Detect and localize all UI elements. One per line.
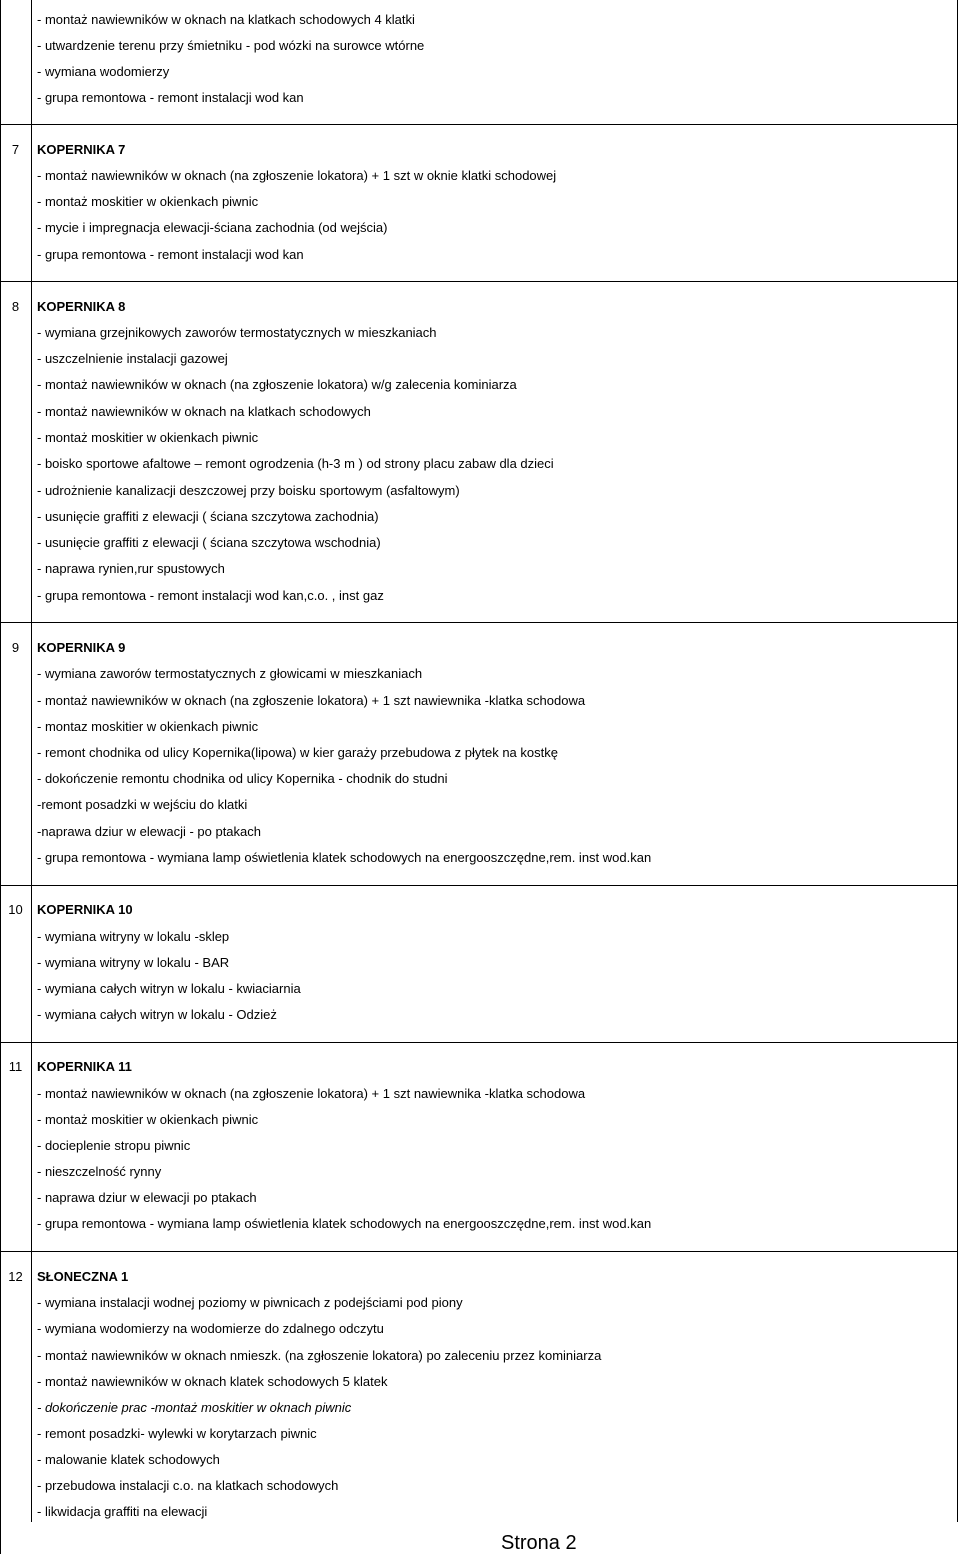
list-item [0,792,958,818]
row-number: 11 [8,1059,23,1074]
section-title-row [0,897,958,923]
page-number: Strona 2 [501,1532,577,1554]
item-text: - montaż nawiewników w oknach (na zgłoszenie lokatora) + 1 szt nawiewnika -klatka schodowa [37,1086,586,1101]
item-text: - montaż nawiewników w oknach na klatkach schodowych [37,404,371,419]
row-separator [0,1251,958,1252]
list-item [0,1159,958,1185]
item-text: - wymiana wodomierzy [37,64,170,79]
item-text: - montaż moskitier w okienkach piwnic [37,1112,259,1127]
item-text: - montaż nawiewników w oknach na klatkach schodowych 4 klatki [37,12,415,27]
list-item [0,583,958,609]
list-item [0,1081,958,1107]
list-item [0,950,958,976]
item-text: - grupa remontowa - wymiana lamp oświetlenia klatek schodowych na energooszczędne,rem. inst wod.kan [37,850,652,865]
item-text: - utwardzenie terenu przy śmietniku - pod wózki na surowce wtórne [37,38,425,53]
item-text: - wymiana witryny w lokalu -sklep [37,929,230,944]
list-item [0,530,958,556]
list-item [0,976,958,1002]
item-text: - docieplenie stropu piwnic [37,1138,191,1153]
list-item [0,766,958,792]
item-text: - mycie i impregnacja elewacji-ściana zachodnia (od wejścia) [37,220,388,235]
item-text: - remont chodnika od ulicy Kopernika(lipowa) w kier garaży przebudowa z płytek na kostkę [37,745,558,760]
item-text: - nieszczelność rynny [37,1164,162,1179]
list-item [0,85,958,111]
row-separator [0,1042,958,1043]
item-text: -remont posadzki w wejściu do klatki [37,797,248,812]
section-title-row [0,294,958,320]
item-text: - naprawa rynien,rur spustowych [37,561,225,576]
list-item [0,1421,958,1447]
list-item [0,740,958,766]
list-item [0,1107,958,1133]
item-text: - montaż nawiewników w oknach nmieszk. (na zgłoszenie lokatora) po zaleceniu przez kominiarza [37,1348,602,1363]
item-text: - grupa remontowa - remont instalacji wod kan [37,90,304,105]
item-text: - montaż nawiewników w oknach klatek schodowych 5 klatek [37,1374,388,1389]
section-title: SŁONECZNA 1 [37,1269,129,1284]
list-item [0,346,958,372]
item-text: - montaż moskitier w okienkach piwnic [37,430,259,445]
section-title: KOPERNIKA 9 [37,640,126,655]
item-text: - grupa remontowa - remont instalacji wod kan [37,247,304,262]
section-title-row [0,1264,958,1290]
row-number: 7 [11,142,20,157]
item-text: - uszczelnienie instalacji gazowej [37,351,228,366]
list-item [0,372,958,398]
list-item [0,1316,958,1342]
list-item [0,189,958,215]
list-item [0,714,958,740]
list-item [0,924,958,950]
item-text: - montaz moskitier w okienkach piwnic [37,719,259,734]
list-item [0,163,958,189]
item-text: - montaż moskitier w okienkach piwnic [37,194,259,209]
item-text: - wymiana wodomierzy na wodomierze do zdalnego odczytu [37,1321,384,1336]
item-text: - montaż nawiewników w oknach (na zgłoszenie lokatora) + 1 szt nawiewnika -klatka schodowa [37,693,586,708]
item-text: - wymiana instalacji wodnej poziomy w piwnicach z podejściami pod piony [37,1295,463,1310]
row-number: 12 [8,1269,23,1284]
list-item [0,1002,958,1028]
item-text: - montaż nawiewników w oknach (na zgłoszenie lokatora) + 1 szt w oknie klatki schodowej [37,168,557,183]
item-text: - boisko sportowe afaltowe – remont ogrodzenia (h-3 m ) od strony placu zabaw dla dzieci [37,456,554,471]
list-item [0,7,958,33]
list-item [0,1211,958,1237]
item-text: - malowanie klatek schodowych [37,1452,220,1467]
list-item [0,1447,958,1473]
item-text: - przebudowa instalacji c.o. na klatkach schodowych [37,1478,339,1493]
row-separator [0,124,958,125]
item-text: - wymiana grzejnikowych zaworów termostatycznych w mieszkaniach [37,325,437,340]
section-title-row [0,137,958,163]
list-item [0,399,958,425]
row-separator [0,885,958,886]
item-text: - montaż nawiewników w oknach (na zgłoszenie lokatora) w/g zalecenia kominiarza [37,377,517,392]
list-item [0,1133,958,1159]
list-item [0,688,958,714]
item-text: - wymiana całych witryn w lokalu - kwiaciarnia [37,981,301,996]
item-text: - likwidacja graffiti na elewacji [37,1504,208,1519]
list-item [0,819,958,845]
list-item [0,845,958,871]
list-item [0,661,958,687]
list-item [0,1499,958,1525]
list-item [0,556,958,582]
section-title: KOPERNIKA 8 [37,299,126,314]
row-number: 10 [8,902,23,917]
section-title-row [0,1054,958,1080]
item-text: - wymiana zaworów termostatycznych z głowicami w mieszkaniach [37,666,423,681]
row-number: 8 [11,299,20,314]
item-text: - usunięcie graffiti z elewacji ( ściana szczytowa wschodnia) [37,535,381,550]
row-separator [0,622,958,623]
row-separator [0,281,958,282]
item-text: - dokończenie prac -montaż moskitier w oknach piwnic [37,1400,352,1415]
item-text: - dokończenie remontu chodnika od ulicy Kopernika - chodnik do studni [37,771,448,786]
item-text: - grupa remontowa - remont instalacji wod kan,c.o. , inst gaz [37,588,384,603]
list-item [0,1343,958,1369]
list-item [0,425,958,451]
item-text: - remont posadzki- wylewki w korytarzach piwnic [37,1426,317,1441]
list-item [0,451,958,477]
list-item [0,59,958,85]
item-text: -naprawa dziur w elewacji - po ptakach [37,824,261,839]
item-text: - udrożnienie kanalizacji deszczowej przy boisku sportowym (asfaltowym) [37,483,460,498]
list-item [0,1185,958,1211]
list-item [0,215,958,241]
list-item [0,320,958,346]
list-item [0,1473,958,1499]
item-text: - wymiana witryny w lokalu - BAR [37,955,230,970]
list-item [0,242,958,268]
list-item [0,1290,958,1316]
row-number: 9 [11,640,20,655]
list-item [0,1369,958,1395]
section-title: KOPERNIKA 10 [37,902,133,917]
item-text: - naprawa dziur w elewacji po ptakach [37,1190,257,1205]
item-text: - grupa remontowa - wymiana lamp oświetlenia klatek schodowych na energooszczędne,rem. inst wod.kan [37,1216,652,1231]
section-title-row [0,635,958,661]
list-item [0,1395,958,1421]
item-text: - usunięcie graffiti z elewacji ( ściana szczytowa zachodnia) [37,509,379,524]
list-item [0,504,958,530]
list-item [0,478,958,504]
list-item [0,33,958,59]
section-title: KOPERNIKA 11 [37,1059,132,1074]
item-text: - wymiana całych witryn w lokalu - Odzież [37,1007,277,1022]
section-title: KOPERNIKA 7 [37,142,126,157]
